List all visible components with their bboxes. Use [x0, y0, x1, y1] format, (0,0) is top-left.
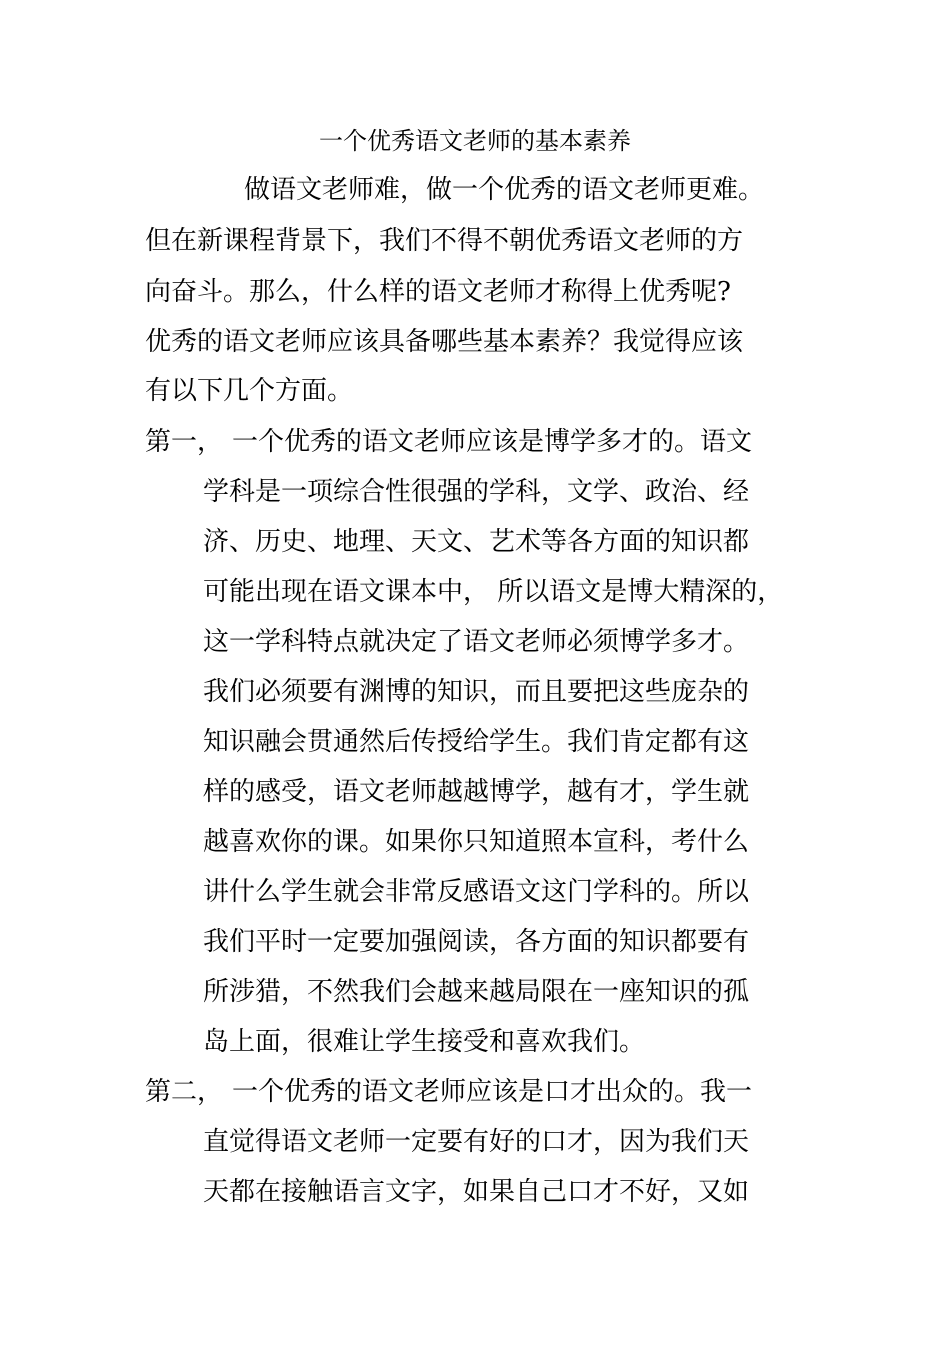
section-1-marker: 第一， — [145, 427, 224, 457]
section-1-line: 岛上面，很难让学生接受和喜欢我们。 — [203, 1027, 646, 1057]
section-1-line: 越喜欢你的课。如果你只知道照本宣科，考什么 — [203, 827, 750, 857]
intro-line: 优秀的语文老师应该具备哪些基本素养？我觉得应该 — [145, 327, 744, 357]
section-1-line: 学科是一项综合性很强的学科，文学、政治、经 — [203, 477, 750, 507]
section-2-line: 直觉得语文老师一定要有好的口才，因为我们天 — [203, 1127, 750, 1157]
intro-line: 向奋斗。那么，什么样的语文老师才称得上优秀呢? — [145, 277, 731, 307]
section-1-first-line: 一个优秀的语文老师应该是博学多才的。语文 — [232, 427, 753, 457]
section-1-line: 所涉猎，不然我们会越来越局限在一座知识的孤 — [203, 977, 750, 1007]
section-1-line: 我们必须要有渊博的知识，而且要把这些庞杂的 — [203, 677, 750, 707]
document-title: 一个优秀语文老师的基本素养 — [319, 127, 631, 155]
intro-line: 做语文老师难，做一个优秀的语文老师更难。 — [244, 175, 765, 205]
section-2-first-line: 一个优秀的语文老师应该是口才出众的。我一 — [232, 1077, 753, 1107]
section-1-line: 我们平时一定要加强阅读，各方面的知识都要有 — [203, 927, 750, 957]
section-1-line: 知识融会贯通然后传授给学生。我们肯定都有这 — [203, 727, 750, 757]
section-1-line: 讲什么学生就会非常反感语文这门学科的。所以 — [203, 877, 750, 907]
section-1-line: 可能出现在语文课本中， 所以语文是博大精深的， — [203, 577, 784, 607]
section-1-line: 这一学科特点就决定了语文老师必须博学多才。 — [203, 627, 750, 657]
intro-line: 有以下几个方面。 — [145, 376, 354, 406]
section-2-line: 天都在接触语言文字，如果自己口才不好，又如 — [203, 1177, 750, 1207]
section-1-line: 样的感受，语文老师越越博学，越有才，学生就 — [203, 777, 750, 807]
section-1-line: 济、历史、地理、天文、艺术等各方面的知识都 — [203, 527, 750, 557]
section-2-marker: 第二， — [145, 1077, 224, 1107]
intro-line: 但在新课程背景下，我们不得不朝优秀语文老师的方 — [145, 226, 744, 256]
